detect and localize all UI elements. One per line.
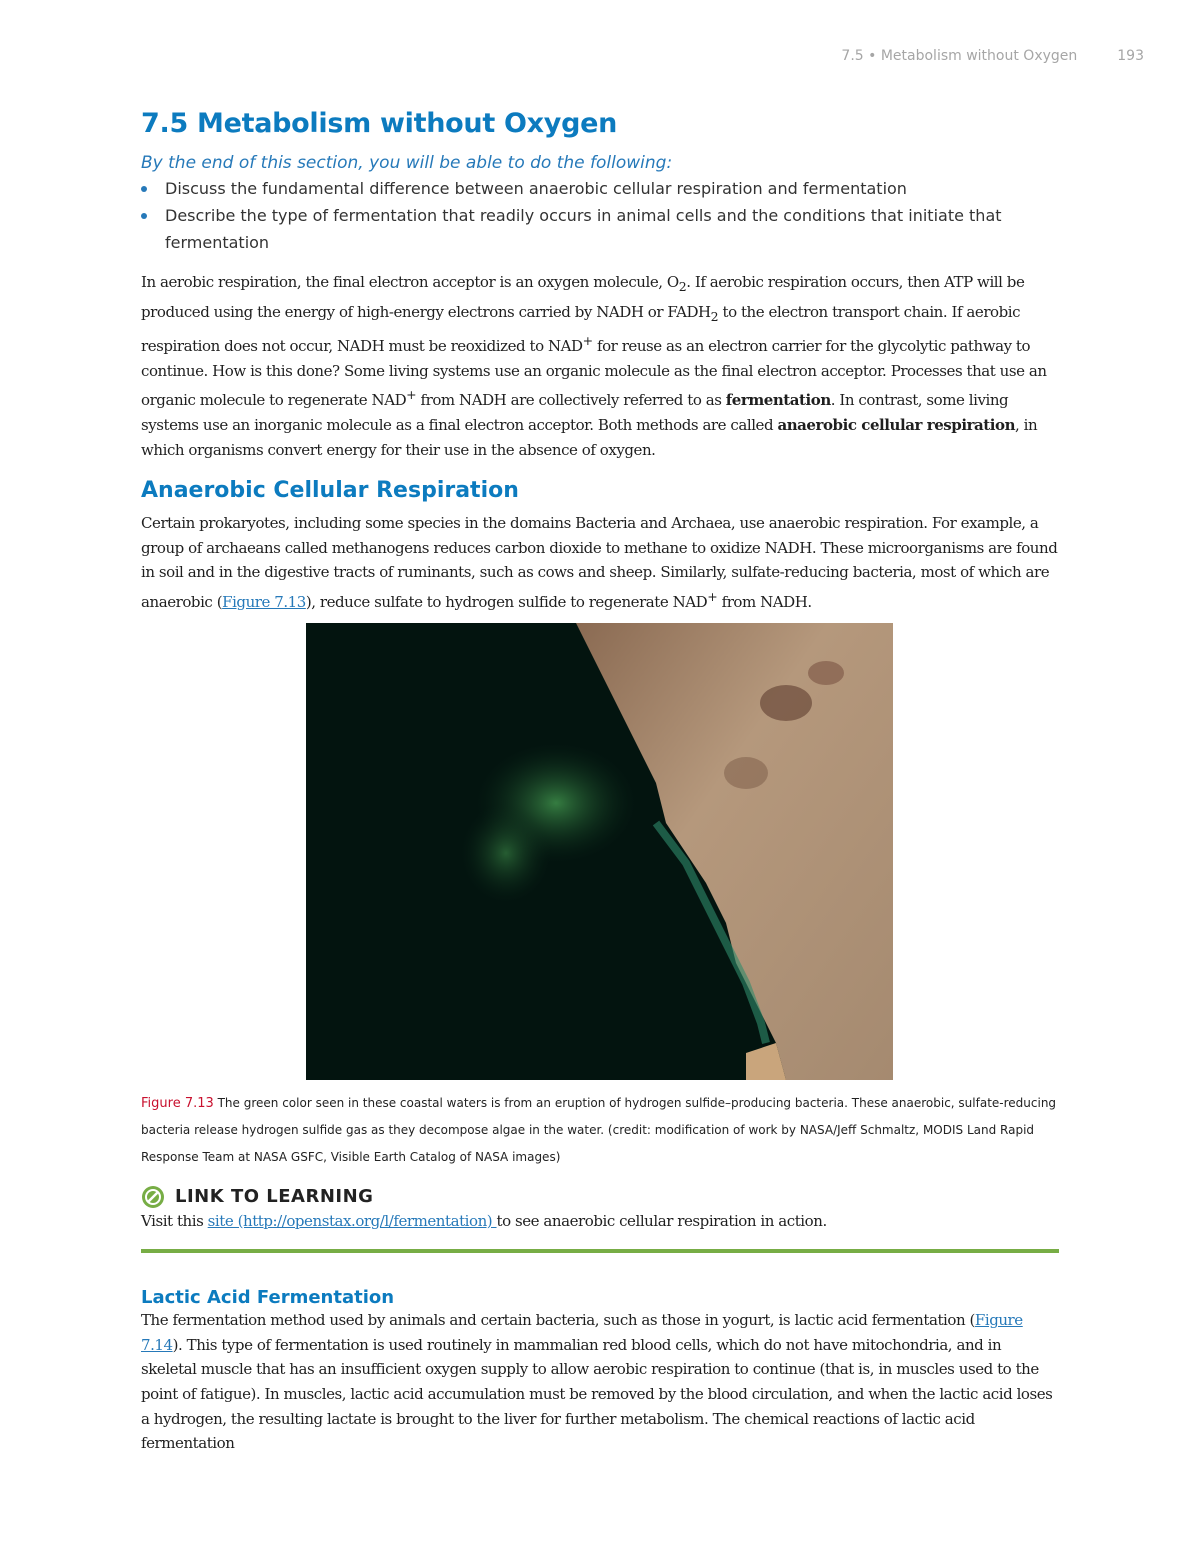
objectives-list	[141, 175, 1059, 256]
fermentation-site-link[interactable]: site (http://openstax.org/l/fermentation)	[207, 1211, 497, 1230]
bullet-icon	[141, 213, 147, 219]
heading-lactic-acid-fermentation: Lactic Acid Fermentation	[141, 1287, 395, 1309]
intro-paragraph: In aerobic respiration, the final electron acceptor is an oxygen molecule, $O_2$. If aerobic respiration occurs, then ATP will be produced using the energy of high-energy electrons carried by NADH or $FADH_2$ to the electron transport chain. If aerobic respiration does not occur, NADH must be reoxidized to NAD+ for reuse as an electron carrier for the glycolytic pathway to continue. How is this done? Some living systems use an organic molecule as the final electron acceptor. Processes that use an organic molecule to regenerate NAD+ from NADH are collectively referred to as fermentation. In contrast, some living systems use an inorganic molecule as a final electron acceptor. Both methods are called anaerobic cellular respiration, in which organisms convert energy for their use in the absence of oxygen.	[141, 273, 1047, 459]
bullet-icon	[141, 186, 147, 192]
running-head	[841, 48, 1144, 64]
figure-7-13-link[interactable]: Figure 7.13	[222, 592, 306, 611]
caption-text: The green color seen in these coastal waters is from an eruption of hydrogen sulfide–producing bacteria. These anaerobic, sulfate-reducing bacteria release hydrogen sulfide gas as they decompose algae in the water. (credit: modification of work by NASA/Jeff Schmaltz, MODIS Land Rapid Response Team at NASA GSFC, Visible Earth Catalog of NASA images)	[141, 1095, 1057, 1164]
link-to-learning-header	[141, 1185, 1059, 1209]
page-number: 193	[1117, 48, 1144, 64]
page-content	[141, 108, 1059, 1456]
link-to-learning-text: Visit this site (http://openstax.org/l/fermentation) to see anaerobic cellular respiration in action.	[141, 1211, 827, 1230]
figure-caption	[141, 1090, 1059, 1171]
running-head-section: 7.5 • Metabolism without Oxygen	[841, 48, 1078, 64]
link-to-learning-title: LINK TO LEARNING	[175, 1186, 374, 1208]
anaerobic-paragraph: Certain prokaryotes, including some species in the domains Bacteria and Archaea, use anaerobic respiration. For example, a group of archaeans called methanogens reduces carbon dioxide to methane to oxidize NADH. These microorganisms are found in soil and in the digestive tracts of ruminants, such as cows and sheep. Similarly, sulfate-reducing bacteria, most of which are anaerobic (Figure 7.13), reduce sulfate to hydrogen sulfide to regenerate NAD+ from NADH.	[141, 514, 1058, 611]
heading-anaerobic-respiration: Anaerobic Cellular Respiration	[141, 478, 519, 504]
term-fermentation: fermentation	[725, 391, 831, 410]
objective-text: Describe the type of fermentation that readily occurs in animal cells and the conditions that initiate that fermentation	[165, 206, 1002, 252]
figure-7-13-image	[306, 623, 893, 1080]
objective-text: Discuss the fundamental difference between anaerobic cellular respiration and fermentation	[165, 179, 907, 198]
lactic-paragraph: The fermentation method used by animals and certain bacteria, such as those in yogurt, is lactic acid fermentation (Figure 7.14). This type of fermentation is used routinely in mammalian red blood cells, which do not have mitochondria, and in skeletal muscle that has an insufficient oxygen supply to allow aerobic respiration to continue (that is, in muscles used to the point of fatigue). In muscles, lactic acid accumulation must be removed by the blood circulation, and when the lactic acid loses a hydrogen, the resulting lactate is brought to the liver for further metabolism. The chemical reactions of lactic acid fermentation	[141, 1311, 1053, 1453]
section-title: 7.5 Metabolism without Oxygen	[141, 108, 618, 139]
section-divider	[141, 1249, 1059, 1253]
term-anaerobic-respiration: anaerobic cellular respiration	[777, 415, 1016, 434]
figure-7-14-link[interactable]: Figure 7.14	[141, 1311, 1023, 1354]
objective-item	[141, 175, 1059, 202]
objective-item	[141, 202, 1059, 256]
objectives-intro: By the end of this section, you will be able to do the following:	[141, 153, 673, 173]
figure-label: Figure 7.13	[141, 1095, 214, 1111]
link-icon	[141, 1185, 165, 1209]
